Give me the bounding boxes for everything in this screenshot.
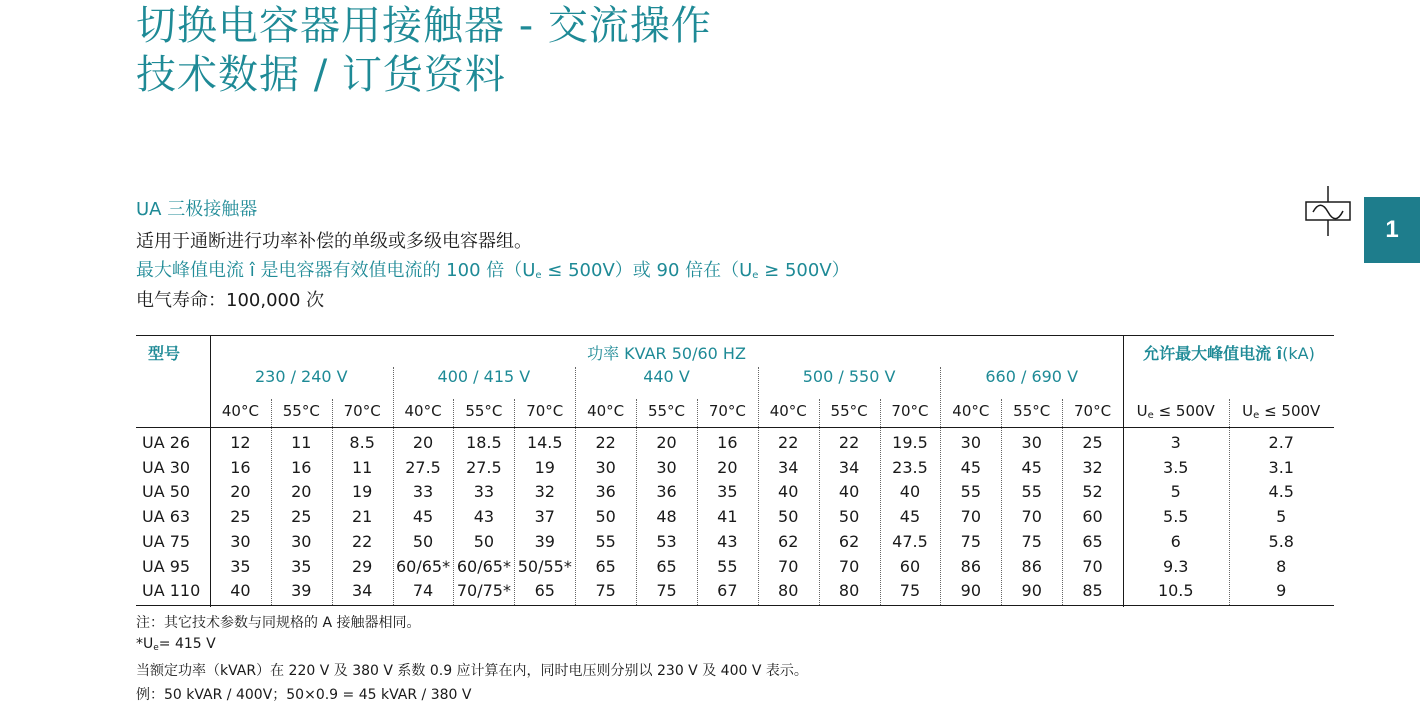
power-cell: 12 bbox=[230, 433, 251, 452]
peak-current-cell: 9.3 bbox=[1163, 556, 1189, 576]
page-subtitle: 技术数据 / 订货资料 bbox=[136, 52, 506, 98]
power-cell: 19.5 bbox=[892, 433, 928, 452]
power-cell: 50 bbox=[412, 531, 434, 551]
power-cell: 40 bbox=[230, 581, 251, 601]
power-cell: 30 bbox=[595, 457, 616, 477]
power-cell: 86 bbox=[1021, 556, 1042, 576]
peak-current-cell: 2.7 bbox=[1268, 433, 1294, 452]
chapter-tab: 1 bbox=[1364, 197, 1420, 263]
power-cell: 20 bbox=[717, 457, 738, 477]
power-cell: 50/55* bbox=[517, 556, 572, 576]
power-cell: 55 bbox=[595, 531, 616, 551]
power-cell: 36 bbox=[656, 482, 677, 502]
power-cell: 70/75* bbox=[456, 581, 511, 601]
power-cell: 30 bbox=[230, 531, 251, 551]
power-cell: 90 bbox=[1021, 581, 1042, 601]
power-cell: 16 bbox=[230, 457, 251, 477]
power-cell: 75 bbox=[899, 581, 921, 601]
power-cell: 65 bbox=[1082, 531, 1103, 551]
section-heading: UA 三极接触器 bbox=[136, 199, 258, 220]
temperature-header: 70°C bbox=[708, 402, 746, 420]
power-cell: 52 bbox=[1082, 482, 1103, 502]
temperature-header: 55°C bbox=[647, 402, 686, 420]
temperature-header: 55°C bbox=[465, 402, 503, 420]
power-cell: 22 bbox=[838, 433, 860, 452]
power-cell: 62 bbox=[838, 531, 860, 551]
temperature-header: 40°C bbox=[952, 402, 990, 420]
power-cell: 75 bbox=[656, 581, 677, 601]
temperature-header: 40°C bbox=[769, 402, 807, 420]
peak-current-cell: 3 bbox=[1170, 433, 1181, 452]
power-cell: 16 bbox=[291, 457, 312, 477]
model-cell: UA 75 bbox=[142, 531, 191, 551]
power-cell: 16 bbox=[717, 433, 738, 452]
temperature-header: 40°C bbox=[404, 402, 442, 420]
temperature-header: 40°C bbox=[221, 402, 259, 420]
power-cell: 55 bbox=[717, 556, 738, 576]
power-cell: 8.5 bbox=[349, 433, 375, 452]
power-cell: 39 bbox=[291, 581, 312, 601]
electrical-life: 电气寿命：100,000 次 bbox=[136, 290, 325, 311]
power-cell: 20 bbox=[291, 482, 312, 502]
power-cell: 34 bbox=[778, 457, 799, 477]
power-cell: 43 bbox=[717, 531, 738, 551]
power-cell: 20 bbox=[412, 433, 434, 452]
power-cell: 50 bbox=[838, 507, 860, 527]
peak-current-cell: 5.5 bbox=[1163, 507, 1189, 527]
power-cell: 80 bbox=[838, 581, 860, 601]
temperature-header: 55°C bbox=[1013, 402, 1051, 420]
power-cell: 90 bbox=[960, 581, 981, 601]
power-cell: 43 bbox=[473, 507, 495, 527]
power-cell: 14.5 bbox=[526, 433, 563, 452]
temperature-header: 40°C bbox=[587, 402, 625, 420]
table-header-rule bbox=[136, 427, 1334, 428]
power-cell: 60 bbox=[1082, 507, 1103, 527]
model-cell: UA 30 bbox=[142, 457, 191, 477]
section-description: 适用于通断进行功率补偿的单级或多级电容器组。 bbox=[136, 231, 532, 252]
table-bottom-rule bbox=[136, 605, 1334, 606]
power-cell: 65 bbox=[656, 556, 677, 576]
power-cell: 20 bbox=[230, 482, 251, 502]
power-cell: 75 bbox=[1021, 531, 1042, 551]
voltage-group-header: 400 / 415 V bbox=[437, 367, 531, 386]
model-cell: UA 95 bbox=[142, 556, 191, 576]
power-cell: 34 bbox=[838, 457, 860, 477]
power-cell: 40 bbox=[838, 482, 860, 502]
model-column-header: 型号 bbox=[148, 344, 181, 363]
power-cell: 36 bbox=[595, 482, 616, 502]
power-cell: 70 bbox=[1082, 556, 1103, 576]
peak-current-cell: 9 bbox=[1276, 581, 1287, 601]
power-cell: 55 bbox=[1021, 482, 1042, 502]
power-cell: 22 bbox=[595, 433, 616, 452]
peak-voltage-header: $U_e \le 500V$ bbox=[1242, 402, 1321, 421]
power-cell: 50 bbox=[778, 507, 799, 527]
table-top-rule bbox=[136, 335, 1334, 336]
model-cell: UA 26 bbox=[142, 433, 191, 452]
peak-voltage-header: $U_e \le 500V$ bbox=[1136, 402, 1215, 421]
power-cell: 27.5 bbox=[466, 457, 502, 477]
power-cell: 35 bbox=[230, 556, 251, 576]
peak-current-note: 最大峰值电流 î 是电容器有效值电流的 100 倍$(U_e \le 500V)$或 90 倍在$(U_e \ge 500V)$ bbox=[136, 260, 850, 281]
power-cell: 62 bbox=[778, 531, 799, 551]
power-cell: 53 bbox=[656, 531, 677, 551]
page-title: 切换电容器用接触器 - 交流操作 bbox=[136, 3, 712, 49]
power-cell: 21 bbox=[351, 507, 373, 527]
power-cell: 22 bbox=[778, 433, 799, 452]
model-cell: UA 110 bbox=[142, 581, 201, 601]
model-cell: UA 63 bbox=[142, 507, 191, 527]
power-cell: 35 bbox=[717, 482, 738, 502]
temperature-header: 70°C bbox=[1074, 402, 1112, 420]
power-cell: 74 bbox=[412, 581, 434, 601]
ac-coil-symbol-icon bbox=[1304, 186, 1352, 236]
power-cell: 70 bbox=[778, 556, 799, 576]
temperature-header: 70°C bbox=[891, 402, 929, 420]
power-cell: 55 bbox=[960, 482, 981, 502]
peak-current-cell: 5.8 bbox=[1268, 531, 1294, 551]
power-cell: 60 bbox=[899, 556, 921, 576]
power-cell: 45 bbox=[1021, 457, 1042, 477]
power-cell: 41 bbox=[717, 507, 738, 527]
temperature-header: 55°C bbox=[830, 402, 868, 420]
power-cell: 34 bbox=[351, 581, 373, 601]
power-cell: 11 bbox=[291, 433, 312, 452]
power-cell: 19 bbox=[351, 482, 373, 502]
power-cell: 80 bbox=[778, 581, 799, 601]
power-cell: 45 bbox=[960, 457, 981, 477]
power-cell: 32 bbox=[534, 482, 555, 502]
capacitor-contactor-table bbox=[136, 335, 1334, 607]
power-cell: 22 bbox=[351, 531, 373, 551]
power-cell: 30 bbox=[1021, 433, 1042, 452]
power-cell: 70 bbox=[838, 556, 860, 576]
power-cell: 11 bbox=[351, 457, 373, 477]
peak-current-cell: 3.5 bbox=[1163, 457, 1189, 477]
power-cell: 45 bbox=[412, 507, 434, 527]
peak-current-cell: 5 bbox=[1276, 507, 1287, 527]
power-cell: 60/65* bbox=[395, 556, 451, 576]
note-rating-factor: 当额定功率（kVAR）在 220 V 及 380 V 系数 0.9 应计算在内，同时电压则分别以 230 V 及 400 V 表示。 bbox=[136, 663, 808, 679]
power-cell: 47.5 bbox=[892, 531, 928, 551]
power-cell: 65 bbox=[534, 581, 555, 601]
peak-current-cell: 8 bbox=[1276, 556, 1287, 576]
note-example: 例：50 kVAR / 400V；50×0.9 = 45 kVAR / 380 V bbox=[136, 687, 472, 703]
power-cell: 33 bbox=[473, 482, 495, 502]
power-cell: 39 bbox=[534, 531, 555, 551]
power-cell: 18.5 bbox=[466, 433, 502, 452]
power-cell: 86 bbox=[960, 556, 981, 576]
power-cell: 27.5 bbox=[405, 457, 441, 477]
power-cell: 70 bbox=[960, 507, 981, 527]
power-cell: 75 bbox=[595, 581, 616, 601]
power-cell: 30 bbox=[960, 433, 981, 452]
power-cell: 30 bbox=[291, 531, 312, 551]
power-cell: 75 bbox=[960, 531, 981, 551]
power-cell: 20 bbox=[656, 433, 677, 452]
power-cell: 48 bbox=[656, 507, 677, 527]
temperature-header: 70°C bbox=[526, 402, 564, 420]
power-cell: 29 bbox=[351, 556, 373, 576]
power-cell: 25 bbox=[291, 507, 312, 527]
power-cell: 40 bbox=[778, 482, 799, 502]
power-cell: 25 bbox=[230, 507, 251, 527]
peak-current-cell: 5 bbox=[1170, 482, 1181, 502]
power-cell: 85 bbox=[1082, 581, 1103, 601]
peak-current-cell: 6 bbox=[1170, 531, 1181, 551]
model-cell: UA 50 bbox=[142, 482, 191, 502]
power-cell: 37 bbox=[534, 507, 555, 527]
power-cell: 50 bbox=[473, 531, 495, 551]
power-cell: 30 bbox=[656, 457, 677, 477]
power-cell: 23.5 bbox=[892, 457, 928, 477]
power-cell: 67 bbox=[717, 581, 738, 601]
power-cell: 40 bbox=[899, 482, 921, 502]
power-cell: 35 bbox=[291, 556, 312, 576]
power-column-header: 功率 KVAR 50/60 HZ bbox=[587, 344, 746, 363]
voltage-group-header: 230 / 240 V bbox=[254, 367, 348, 386]
power-cell: 33 bbox=[412, 482, 434, 502]
power-cell: 45 bbox=[899, 507, 921, 527]
power-cell: 50 bbox=[595, 507, 616, 527]
temperature-header: 70°C bbox=[343, 402, 381, 420]
note-asterisk: $*U_e= 415$ V bbox=[136, 636, 216, 653]
temperature-header: 55°C bbox=[282, 402, 320, 420]
peak-current-header: 允许最大峰值电流 î(kA) bbox=[1143, 344, 1315, 363]
peak-current-cell: 10.5 bbox=[1157, 581, 1194, 601]
voltage-group-header: 660 / 690 V bbox=[985, 367, 1079, 386]
power-cell: 70 bbox=[1021, 507, 1042, 527]
power-cell: 60/65* bbox=[456, 556, 511, 576]
note-same-params: 注：其它技术参数与同规格的 A 接触器相同。 bbox=[136, 615, 421, 631]
power-cell: 25 bbox=[1082, 433, 1103, 452]
power-cell: 19 bbox=[534, 457, 555, 477]
peak-current-cell: 3.1 bbox=[1268, 457, 1294, 477]
voltage-group-header: 500 / 550 V bbox=[802, 367, 896, 386]
power-cell: 65 bbox=[595, 556, 616, 576]
peak-current-cell: 4.5 bbox=[1268, 482, 1294, 502]
power-cell: 32 bbox=[1082, 457, 1103, 477]
voltage-group-header: 440 V bbox=[643, 367, 690, 386]
